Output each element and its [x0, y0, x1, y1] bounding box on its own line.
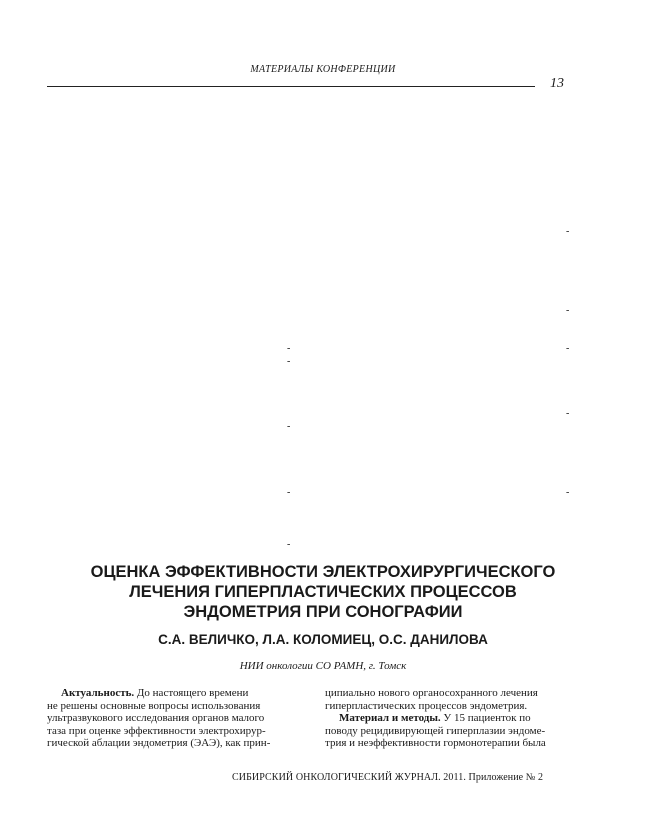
hyphen-artifact: - — [566, 343, 570, 354]
hyphen-artifact: - — [566, 226, 570, 237]
hyphen-artifact: - — [287, 487, 291, 498]
right-column — [325, 687, 568, 750]
affiliation: НИИ онкологии СО РАМН, г. Томск — [239, 660, 407, 672]
body-line: ципиально нового органосохранного лечения — [325, 687, 538, 699]
body-line: Материал и методы. У 15 пациенток по — [339, 712, 531, 724]
section-heading: Актуальность. — [61, 687, 135, 699]
hyphen-artifact: - — [287, 421, 291, 432]
title-line: ОЦЕНКА ЭФФЕКТИВНОСТИ ЭЛЕКТРОХИРУРГИЧЕСКОГО — [90, 563, 556, 581]
body-line: гиперпластических процессов эндометрия. — [325, 699, 528, 712]
title-line: ЭНДОМЕТРИЯ ПРИ СОНОГРАФИИ — [183, 603, 463, 621]
hyphen-artifact: - — [566, 408, 570, 419]
hyphen-artifact: - — [566, 305, 570, 316]
page-number: 13 — [550, 76, 564, 91]
body-line: Актуальность. До настоящего времени — [61, 687, 249, 699]
title-line: ЛЕЧЕНИЯ ГИПЕРПЛАСТИЧЕСКИХ ПРОЦЕССОВ — [129, 583, 517, 601]
left-column — [47, 687, 293, 750]
body-line: не решены основные вопросы использования — [47, 699, 261, 712]
running-head: МАТЕРИАЛЫ КОНФЕРЕНЦИИ — [250, 64, 396, 75]
body-line: таза при оценке эффективности электрохирур- — [47, 724, 266, 737]
hyphen-artifact: - — [566, 487, 570, 498]
header-rule — [47, 86, 535, 87]
hyphen-artifact: - — [287, 356, 291, 367]
hyphen-artifact: - — [287, 539, 291, 550]
hyphen-artifact: - — [287, 343, 291, 354]
journal-footer: СИБИРСКИЙ ОНКОЛОГИЧЕСКИЙ ЖУРНАЛ. 2011. Приложение № 2 — [232, 772, 544, 783]
section-heading: Материал и методы. — [339, 712, 441, 724]
article-title — [40, 562, 606, 622]
authors: С.А. ВЕЛИЧКО, Л.А. КОЛОМИЕЦ, О.С. ДАНИЛОВА — [158, 632, 488, 647]
body-line: поводу рецидивирующей гиперплазии эндоме- — [325, 724, 546, 737]
body-line: гической аблации эндометрия (ЭАЭ), как прин- — [47, 737, 271, 749]
body-line: ультразвукового исследования органов малого — [47, 712, 265, 724]
body-line: трия и неэффективности гормонотерапии была — [325, 737, 546, 749]
